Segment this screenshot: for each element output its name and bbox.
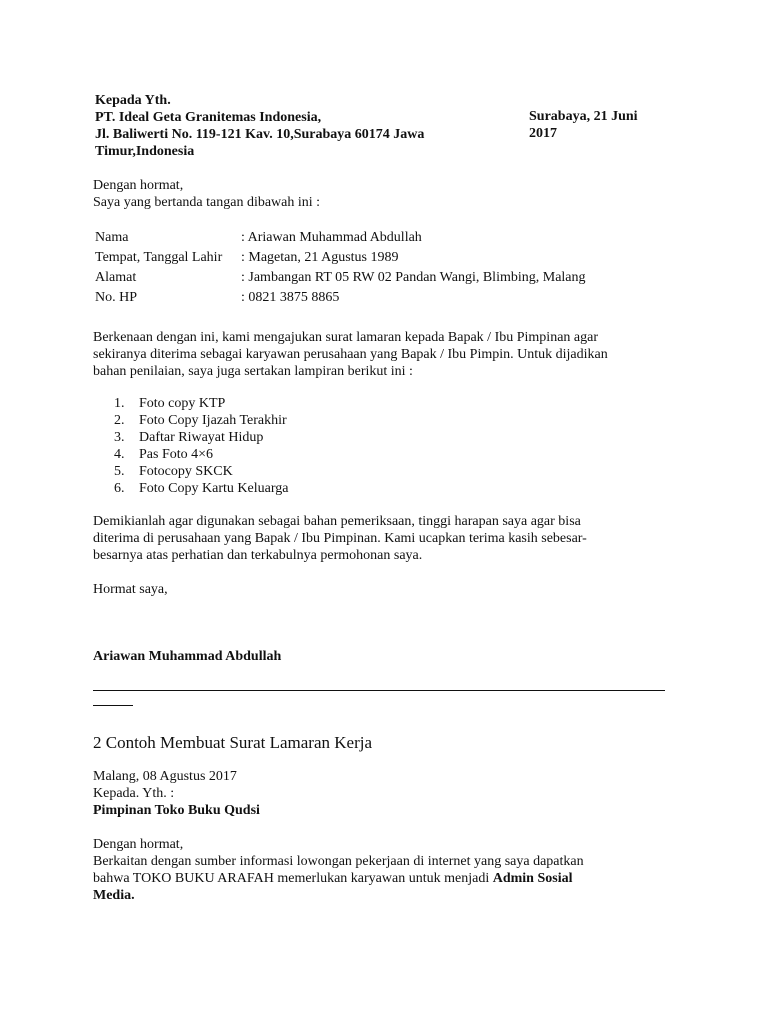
recipient-line: Jl. Baliwerti No. 119-121 Kav. 10,Surabaya 60174 Jawa (95, 127, 425, 142)
recipient-block (95, 92, 515, 160)
closing-paragraph (93, 513, 683, 564)
greeting-line: Saya yang bertanda tangan dibawah ini : (93, 195, 321, 210)
recipient-name: Pimpinan Toko Buku Qudsi (93, 803, 260, 818)
list-item (114, 463, 288, 480)
request-paragraph (93, 329, 683, 380)
list-item (114, 429, 288, 446)
attachment-list (114, 395, 288, 497)
identity-row (95, 289, 586, 309)
letter-date: Malang, 08 Agustus 2017 (93, 769, 237, 784)
greeting-line: Dengan hormat, (93, 837, 184, 852)
position-title-cont: Media. (93, 888, 135, 903)
paragraph-line: diterima di perusahaan yang Bapak / Ibu Pimpinan. Kami ucapkan terima kasih sebesar- (93, 531, 587, 546)
greeting (93, 177, 320, 211)
list-item (114, 446, 288, 463)
paragraph-line: sekiranya diterima sebagai karyawan perusahaan yang Bapak / Ibu Pimpin. Untuk dijadikan (93, 347, 608, 362)
identity-value: : Jambangan RT 05 RW 02 Pandan Wangi, Blimbing, Malang (241, 270, 586, 285)
list-text: Fotocopy SKCK (139, 464, 233, 479)
recipient-line: PT. Ideal Geta Granitemas Indonesia, (95, 110, 322, 125)
list-number: 4. (114, 447, 125, 462)
paragraph-line (93, 870, 683, 887)
divider-line-short (93, 691, 133, 706)
list-item (114, 395, 288, 412)
identity-label: Tempat, Tanggal Lahir (95, 250, 223, 265)
list-text: Foto copy KTP (139, 396, 226, 411)
section-heading: 2 Contoh Membuat Surat Lamaran Kerja (93, 733, 373, 752)
list-text: Foto Copy Ijazah Terakhir (139, 413, 287, 428)
identity-value: : 0821 3875 8865 (241, 290, 340, 305)
date-line: 2017 (529, 126, 557, 141)
recipient-label: Kepada. Yth. : (93, 786, 175, 801)
identity-row (95, 249, 586, 269)
list-number: 1. (114, 396, 125, 411)
identity-row (95, 269, 586, 289)
paragraph-line: Demikianlah agar digunakan sebagai bahan pemeriksaan, tinggi harapan saya agar bisa (93, 514, 581, 529)
signer-name: Ariawan Muhammad Abdullah (93, 649, 282, 664)
list-text: Foto Copy Kartu Keluarga (139, 481, 289, 496)
closing-salutation: Hormat saya, (93, 582, 168, 597)
list-number: 3. (114, 430, 125, 445)
paragraph-line: besarnya atas perhatian dan terkabulnya permohonan saya. (93, 548, 423, 563)
list-number: 2. (114, 413, 125, 428)
list-text: Pas Foto 4×6 (139, 447, 214, 462)
identity-value: : Magetan, 21 Agustus 1989 (241, 250, 399, 265)
recipient-line: Kepada Yth. (95, 93, 171, 108)
recipient-line: Timur,Indonesia (95, 144, 195, 159)
section-divider (93, 676, 665, 706)
paragraph-line: Berkenaan dengan ini, kami mengajukan surat lamaran kepada Bapak / Ibu Pimpinan agar (93, 330, 598, 345)
second-letter (93, 768, 683, 904)
identity-label: Alamat (95, 270, 137, 285)
list-number: 5. (114, 464, 125, 479)
date-line: Surabaya, 21 Juni (529, 109, 638, 124)
list-number: 6. (114, 481, 125, 496)
paragraph-text: bahwa TOKO BUKU ARAFAH memerlukan karyawan untuk menjadi (93, 871, 493, 886)
identity-table (95, 229, 586, 309)
paragraph-line: bahan penilaian, saya juga sertakan lampiran berikut ini : (93, 364, 413, 379)
list-text: Daftar Riwayat Hidup (139, 430, 264, 445)
identity-label: Nama (95, 230, 129, 245)
greeting-line: Dengan hormat, (93, 178, 184, 193)
divider-line (93, 676, 665, 691)
identity-label: No. HP (95, 290, 138, 305)
list-item (114, 412, 288, 429)
position-title: Admin Sosial (492, 871, 573, 886)
list-item (114, 480, 288, 497)
paragraph-line: Berkaitan dengan sumber informasi lowongan pekerjaan di internet yang saya dapatkan (93, 854, 584, 869)
spacer (93, 819, 683, 836)
letter-date (529, 108, 669, 142)
identity-value: : Ariawan Muhammad Abdullah (241, 230, 422, 245)
identity-row (95, 229, 586, 249)
